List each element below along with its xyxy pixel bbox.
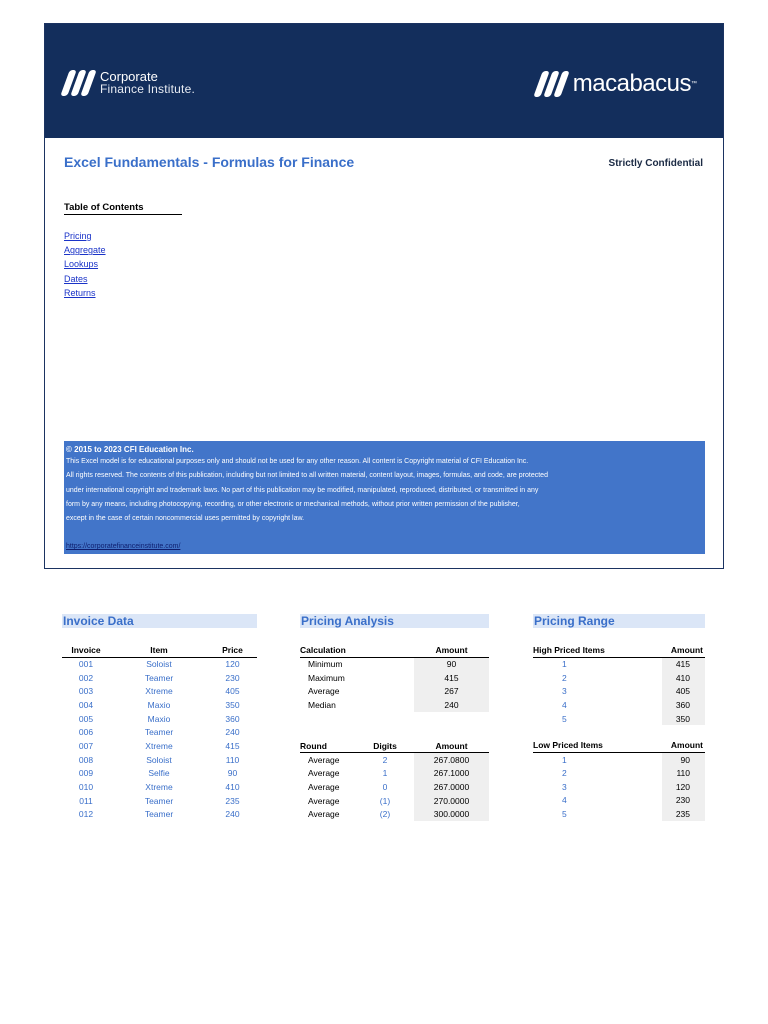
high-rank-cell: 5	[562, 713, 567, 724]
round-digits-cell: 2	[382, 754, 388, 765]
invoice-row	[62, 808, 257, 822]
price-cell: 360	[225, 713, 240, 724]
cfi-logo-mark-icon	[60, 70, 96, 96]
low-amount-cell: 230	[662, 794, 705, 808]
invoice-number-cell: 004	[78, 699, 94, 710]
low-priced-row	[533, 807, 705, 821]
toc-link-returns[interactable]: Returns	[64, 287, 96, 298]
toc-heading: Table of Contents	[64, 202, 182, 215]
round-function-cell: Average	[308, 754, 340, 765]
round-amount-cell: 300.0000	[414, 808, 489, 822]
invoice-number-cell: 008	[78, 754, 94, 765]
cfi-logo-line2: Finance Institute.	[100, 82, 195, 96]
low-amount-cell: 235	[662, 807, 705, 821]
item-cell: Soloist	[146, 754, 172, 765]
invoice-row	[62, 739, 257, 753]
item-col-header: Item	[110, 643, 208, 657]
low-amount-cell: 90	[662, 752, 705, 766]
round-amount-cell: 267.0800	[414, 753, 489, 767]
high-priced-table	[533, 643, 705, 725]
toc-link-aggregate[interactable]: Aggregate	[64, 245, 106, 256]
low-priced-row	[533, 794, 705, 808]
calculation-name-cell: Minimum	[308, 659, 343, 670]
calculation-amount-cell: 267	[414, 684, 489, 698]
invoice-row	[62, 684, 257, 698]
item-cell: Xtreme	[145, 740, 173, 751]
low-priced-table	[533, 738, 705, 820]
low-amount-cell: 110	[662, 766, 705, 780]
calculation-name-cell: Average	[308, 686, 340, 697]
round-digits-cell: 1	[382, 768, 388, 779]
round-function-cell: Average	[308, 795, 340, 806]
low-amount-cell: 120	[662, 780, 705, 794]
high-priced-row	[533, 657, 705, 671]
invoice-data-section	[62, 614, 257, 821]
copyright-line: except in the case of certain noncommercial uses permitted by copyright law.	[66, 515, 305, 523]
calculation-col-header: Calculation	[300, 643, 414, 657]
invoice-row	[62, 767, 257, 781]
round-table	[300, 739, 489, 821]
invoice-table-body	[62, 657, 257, 821]
round-row	[300, 808, 489, 822]
high-priced-table-body	[533, 657, 705, 725]
copyright-heading: © 2015 to 2023 CFI Education Inc.	[66, 445, 194, 454]
calculation-row	[300, 684, 489, 698]
price-cell: 350	[225, 699, 240, 710]
pricing-range-section	[533, 614, 705, 821]
invoice-col-header: Invoice	[62, 643, 110, 657]
pricing-analysis-section	[300, 614, 489, 821]
low-rank-cell: 2	[562, 767, 567, 778]
invoice-number-cell: 009	[78, 768, 94, 779]
low-rank-cell: 3	[562, 781, 567, 792]
low-priced-col-header: Low Priced Items	[533, 738, 662, 752]
calculation-row	[300, 671, 489, 685]
calculation-amount-cell: 90	[414, 657, 489, 671]
price-col-header: Price	[208, 643, 257, 657]
invoice-number-cell: 012	[78, 809, 94, 820]
round-col-header: Round	[300, 739, 356, 753]
low-priced-row	[533, 752, 705, 766]
calculation-table-body	[300, 657, 489, 712]
price-cell: 110	[225, 754, 240, 765]
invoice-row	[62, 725, 257, 739]
price-cell: 235	[225, 795, 240, 806]
calculation-name-cell: Median	[308, 699, 336, 710]
calculation-amount-cell: 240	[414, 698, 489, 712]
item-cell: Maxio	[147, 713, 171, 724]
invoice-table	[62, 643, 257, 821]
copyright-line: This Excel model is for educational purposes only and should not be used for any other reason. All content is Copyright material of CFI Education Inc.	[66, 458, 529, 465]
cfi-logo	[65, 70, 195, 96]
round-amount-cell: 267.0000	[414, 780, 489, 794]
high-amount-cell: 350	[662, 712, 705, 726]
round-digits-cell: (2)	[379, 809, 391, 820]
item-cell: Xtreme	[145, 686, 173, 697]
round-function-cell: Average	[308, 809, 340, 820]
high-rank-cell: 2	[562, 672, 567, 683]
round-function-cell: Average	[308, 768, 340, 779]
amount-col-header: Amount	[662, 738, 705, 752]
item-cell: Selfie	[148, 768, 170, 779]
round-digits-cell: (1)	[379, 795, 391, 806]
low-rank-cell: 1	[562, 754, 567, 765]
calculation-name-cell: Maximum	[308, 672, 345, 683]
price-cell: 230	[225, 672, 240, 683]
calculation-amount-cell: 415	[414, 671, 489, 685]
copyright-line: under international copyright and trademark laws. No part of this publication may be modified, manipulated, reproduced, distributed, or transmitted in any	[66, 486, 539, 494]
macabacus-wordmark: macabacus	[572, 70, 691, 97]
document-title: Excel Fundamentals - Formulas for Finance	[64, 154, 355, 170]
round-table-body	[300, 753, 489, 821]
invoice-row	[62, 698, 257, 712]
macabacus-logo-mark-icon	[533, 71, 569, 97]
high-amount-cell: 410	[662, 671, 705, 685]
invoice-number-cell: 003	[78, 686, 94, 697]
invoice-number-cell: 010	[78, 782, 94, 793]
calculation-table	[300, 643, 489, 712]
round-row	[300, 766, 489, 780]
high-priced-row	[533, 712, 705, 726]
invoice-row	[62, 780, 257, 794]
pricing-range-title: Pricing Range	[533, 614, 705, 628]
high-rank-cell: 3	[562, 686, 567, 697]
price-cell: 90	[227, 768, 238, 779]
item-cell: Teamer	[144, 672, 174, 683]
price-cell: 410	[225, 782, 240, 793]
round-digits-cell: 0	[382, 781, 388, 792]
copyright-line: form by any means, including photocopying, recording, or other electronic or mechanical methods, without prior written permission of the publisher,	[66, 500, 520, 508]
round-amount-cell: 270.0000	[414, 794, 489, 808]
item-cell: Xtreme	[145, 782, 173, 793]
invoice-row	[62, 794, 257, 808]
copyright-box	[64, 441, 705, 554]
invoice-number-cell: 005	[78, 713, 94, 724]
item-cell: Teamer	[144, 727, 174, 738]
low-rank-cell: 5	[562, 809, 567, 820]
copyright-line: All rights reserved. The contents of this publication, including but not limited to all written material, content layout, images, formulas, and code, are protected	[66, 472, 548, 480]
high-rank-cell: 1	[562, 659, 567, 670]
invoice-number-cell: 001	[78, 659, 94, 670]
invoice-row	[62, 712, 257, 726]
macabacus-logo	[538, 70, 697, 98]
round-function-cell: Average	[308, 781, 340, 792]
low-priced-row	[533, 780, 705, 794]
item-cell: Soloist	[146, 659, 172, 670]
item-cell: Maxio	[147, 699, 171, 710]
low-priced-table-body	[533, 752, 705, 820]
round-row	[300, 794, 489, 808]
invoice-row	[62, 753, 257, 767]
cfi-logo-line1: Corporate	[100, 69, 158, 84]
cover-page	[44, 23, 724, 569]
price-cell: 240	[225, 727, 240, 738]
round-amount-cell: 267.1000	[414, 766, 489, 780]
invoice-number-cell: 002	[78, 672, 94, 683]
high-priced-row	[533, 684, 705, 698]
amount-col-header: Amount	[414, 643, 489, 657]
low-priced-row	[533, 766, 705, 780]
high-amount-cell: 360	[662, 698, 705, 712]
calculation-row	[300, 698, 489, 712]
item-cell: Teamer	[144, 809, 174, 820]
high-amount-cell: 415	[662, 657, 705, 671]
toc-link-lookups[interactable]: Lookups	[64, 259, 99, 270]
toc-link-pricing[interactable]: Pricing	[64, 231, 92, 241]
invoice-number-cell: 006	[78, 727, 94, 738]
calculation-row	[300, 657, 489, 671]
round-row	[300, 780, 489, 794]
price-cell: 405	[225, 686, 240, 697]
item-cell: Teamer	[144, 795, 174, 806]
pricing-analysis-title: Pricing Analysis	[300, 614, 489, 628]
price-cell: 415	[225, 740, 240, 751]
low-rank-cell: 4	[562, 795, 567, 806]
invoice-number-cell: 011	[79, 795, 93, 806]
cfi-website-link[interactable]: https://corporatefinanceinstitute.com/	[66, 543, 181, 550]
invoice-data-title: Invoice Data	[62, 614, 257, 628]
digits-col-header: Digits	[356, 739, 414, 753]
high-rank-cell: 4	[562, 699, 567, 710]
round-row	[300, 753, 489, 767]
confidential-label: Strictly Confidential	[608, 158, 703, 169]
price-cell: 240	[225, 809, 240, 820]
toc-link-dates[interactable]: Dates	[64, 273, 88, 284]
high-priced-row	[533, 671, 705, 685]
invoice-row	[62, 657, 257, 671]
high-amount-cell: 405	[662, 684, 705, 698]
high-priced-col-header: High Priced Items	[533, 643, 662, 657]
high-priced-row	[533, 698, 705, 712]
header-banner	[45, 24, 723, 138]
invoice-number-cell: 007	[78, 740, 94, 751]
amount-col-header: Amount	[662, 643, 705, 657]
price-cell: 120	[225, 659, 240, 670]
invoice-row	[62, 671, 257, 685]
toc-list	[64, 229, 106, 300]
macabacus-trademark: ™	[691, 81, 697, 87]
amount-col-header: Amount	[414, 739, 489, 753]
